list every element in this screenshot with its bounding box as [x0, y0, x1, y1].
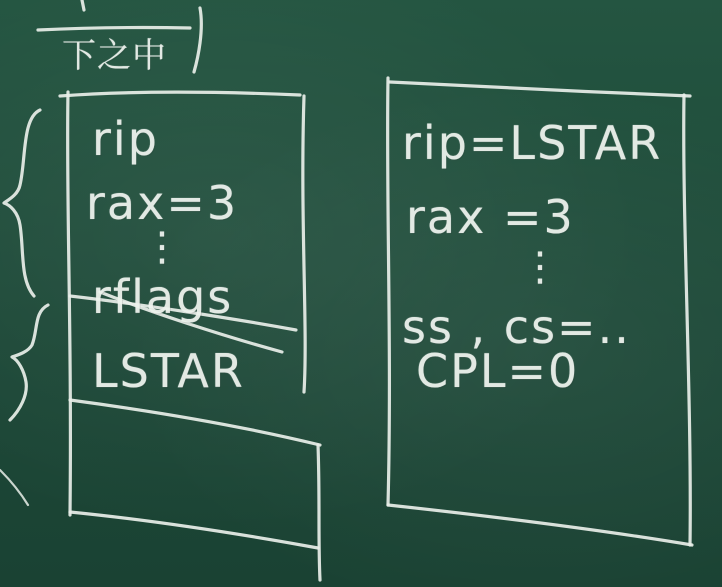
right-box-bottom-edge — [388, 505, 692, 545]
left-stack-row-lstar: LSTAR — [92, 344, 245, 398]
brace-upper — [4, 110, 40, 296]
left-stack-divider-mid — [70, 400, 320, 445]
right-state-ellipsis: ⋮ — [520, 244, 562, 290]
right-state-row-rip: rip=LSTAR — [402, 116, 663, 170]
left-stack-right-lower — [318, 445, 320, 580]
right-state-row-ss-cs: ss , cs=.. — [402, 300, 631, 354]
right-box-left-edge — [388, 78, 390, 505]
right-state-row-rax: rax =3 — [406, 190, 575, 244]
left-stack-row-rax: rax=3 — [86, 176, 239, 230]
right-box-top-edge — [390, 82, 690, 96]
brace-lower — [10, 305, 48, 420]
left-stack-top-edge — [60, 92, 300, 96]
left-stack-bottom-edge — [70, 512, 318, 548]
left-stack-row-rip: rip — [92, 112, 159, 166]
title-bracket — [194, 8, 201, 72]
right-state-row-cpl: CPL=0 — [416, 344, 580, 398]
left-stack-ellipsis: ⋮ — [142, 224, 184, 270]
left-stack-left-edge — [68, 92, 71, 515]
left-stack-row-rflags: rflags — [92, 270, 234, 324]
top-tick — [82, 0, 84, 10]
board-title: 下之中 — [62, 36, 167, 76]
left-stack-right-edge — [303, 96, 305, 392]
brace-tail — [0, 470, 28, 505]
right-box-right-edge — [684, 95, 691, 545]
